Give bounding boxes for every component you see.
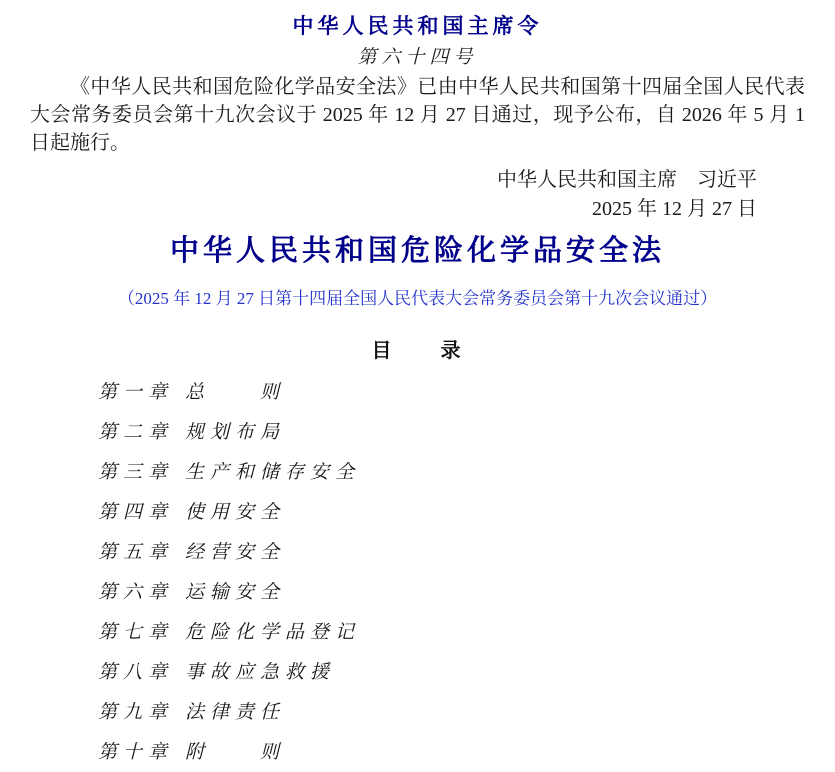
- decree-body-paragraph: 《中华人民共和国危险化学品安全法》已由中华人民共和国第十四届全国人民代表大会常务委员会第十九次会议于 2025 年 12 月 27 日通过，现予公布，自 2026 年 5 月 1 日起施行。: [30, 76, 805, 154]
- chapter-title: 总 则: [185, 382, 286, 403]
- toc-item: [98, 462, 805, 483]
- law-passage-note: （2025 年 12 月 27 日第十四届全国人民代表大会常务委员会第十九次会议通过）: [117, 289, 718, 308]
- toc-item: [98, 382, 805, 403]
- toc-item: [98, 702, 805, 723]
- chapter-number: 第十章: [98, 742, 174, 763]
- chapter-number: 第三章: [98, 462, 174, 483]
- chapter-title: 附 则: [185, 742, 286, 763]
- toc-item: [98, 742, 805, 763]
- chapter-title: 法律责任: [185, 702, 286, 723]
- chapter-title: 危险化学品登记: [185, 622, 361, 643]
- decree-title: 中华人民共和国主席令: [292, 15, 543, 38]
- signature-line: 中华人民共和国主席 习近平: [497, 169, 757, 191]
- toc-heading: 目 录: [371, 340, 464, 362]
- chapter-number: 第七章: [98, 622, 174, 643]
- toc-list: [98, 382, 805, 763]
- toc-item: [98, 582, 805, 603]
- chapter-number: 第九章: [98, 702, 174, 723]
- chapter-number: 第八章: [98, 662, 174, 683]
- chapter-number: 第一章: [98, 382, 174, 403]
- chapter-number: 第五章: [98, 542, 174, 563]
- toc-item: [98, 542, 805, 563]
- toc-item: [98, 422, 805, 443]
- signature-block: [30, 166, 805, 224]
- chapter-title: 使用安全: [185, 502, 286, 523]
- toc-item: [98, 622, 805, 643]
- chapter-title: 事故应急救援: [185, 662, 336, 683]
- chapter-number: 第二章: [98, 422, 174, 443]
- chapter-title: 生产和储存安全: [185, 462, 361, 483]
- chapter-title: 运输安全: [185, 582, 286, 603]
- toc-item: [98, 662, 805, 683]
- signature-date: 2025 年 12 月 27 日: [592, 198, 757, 220]
- law-title: 中华人民共和国危险化学品安全法: [169, 235, 665, 267]
- chapter-title: 经营安全: [185, 542, 286, 563]
- chapter-number: 第六章: [98, 582, 174, 603]
- chapter-number: 第四章: [98, 502, 174, 523]
- toc-item: [98, 502, 805, 523]
- chapter-title: 规划布局: [185, 422, 286, 443]
- decree-number: 第六十四号: [357, 47, 478, 68]
